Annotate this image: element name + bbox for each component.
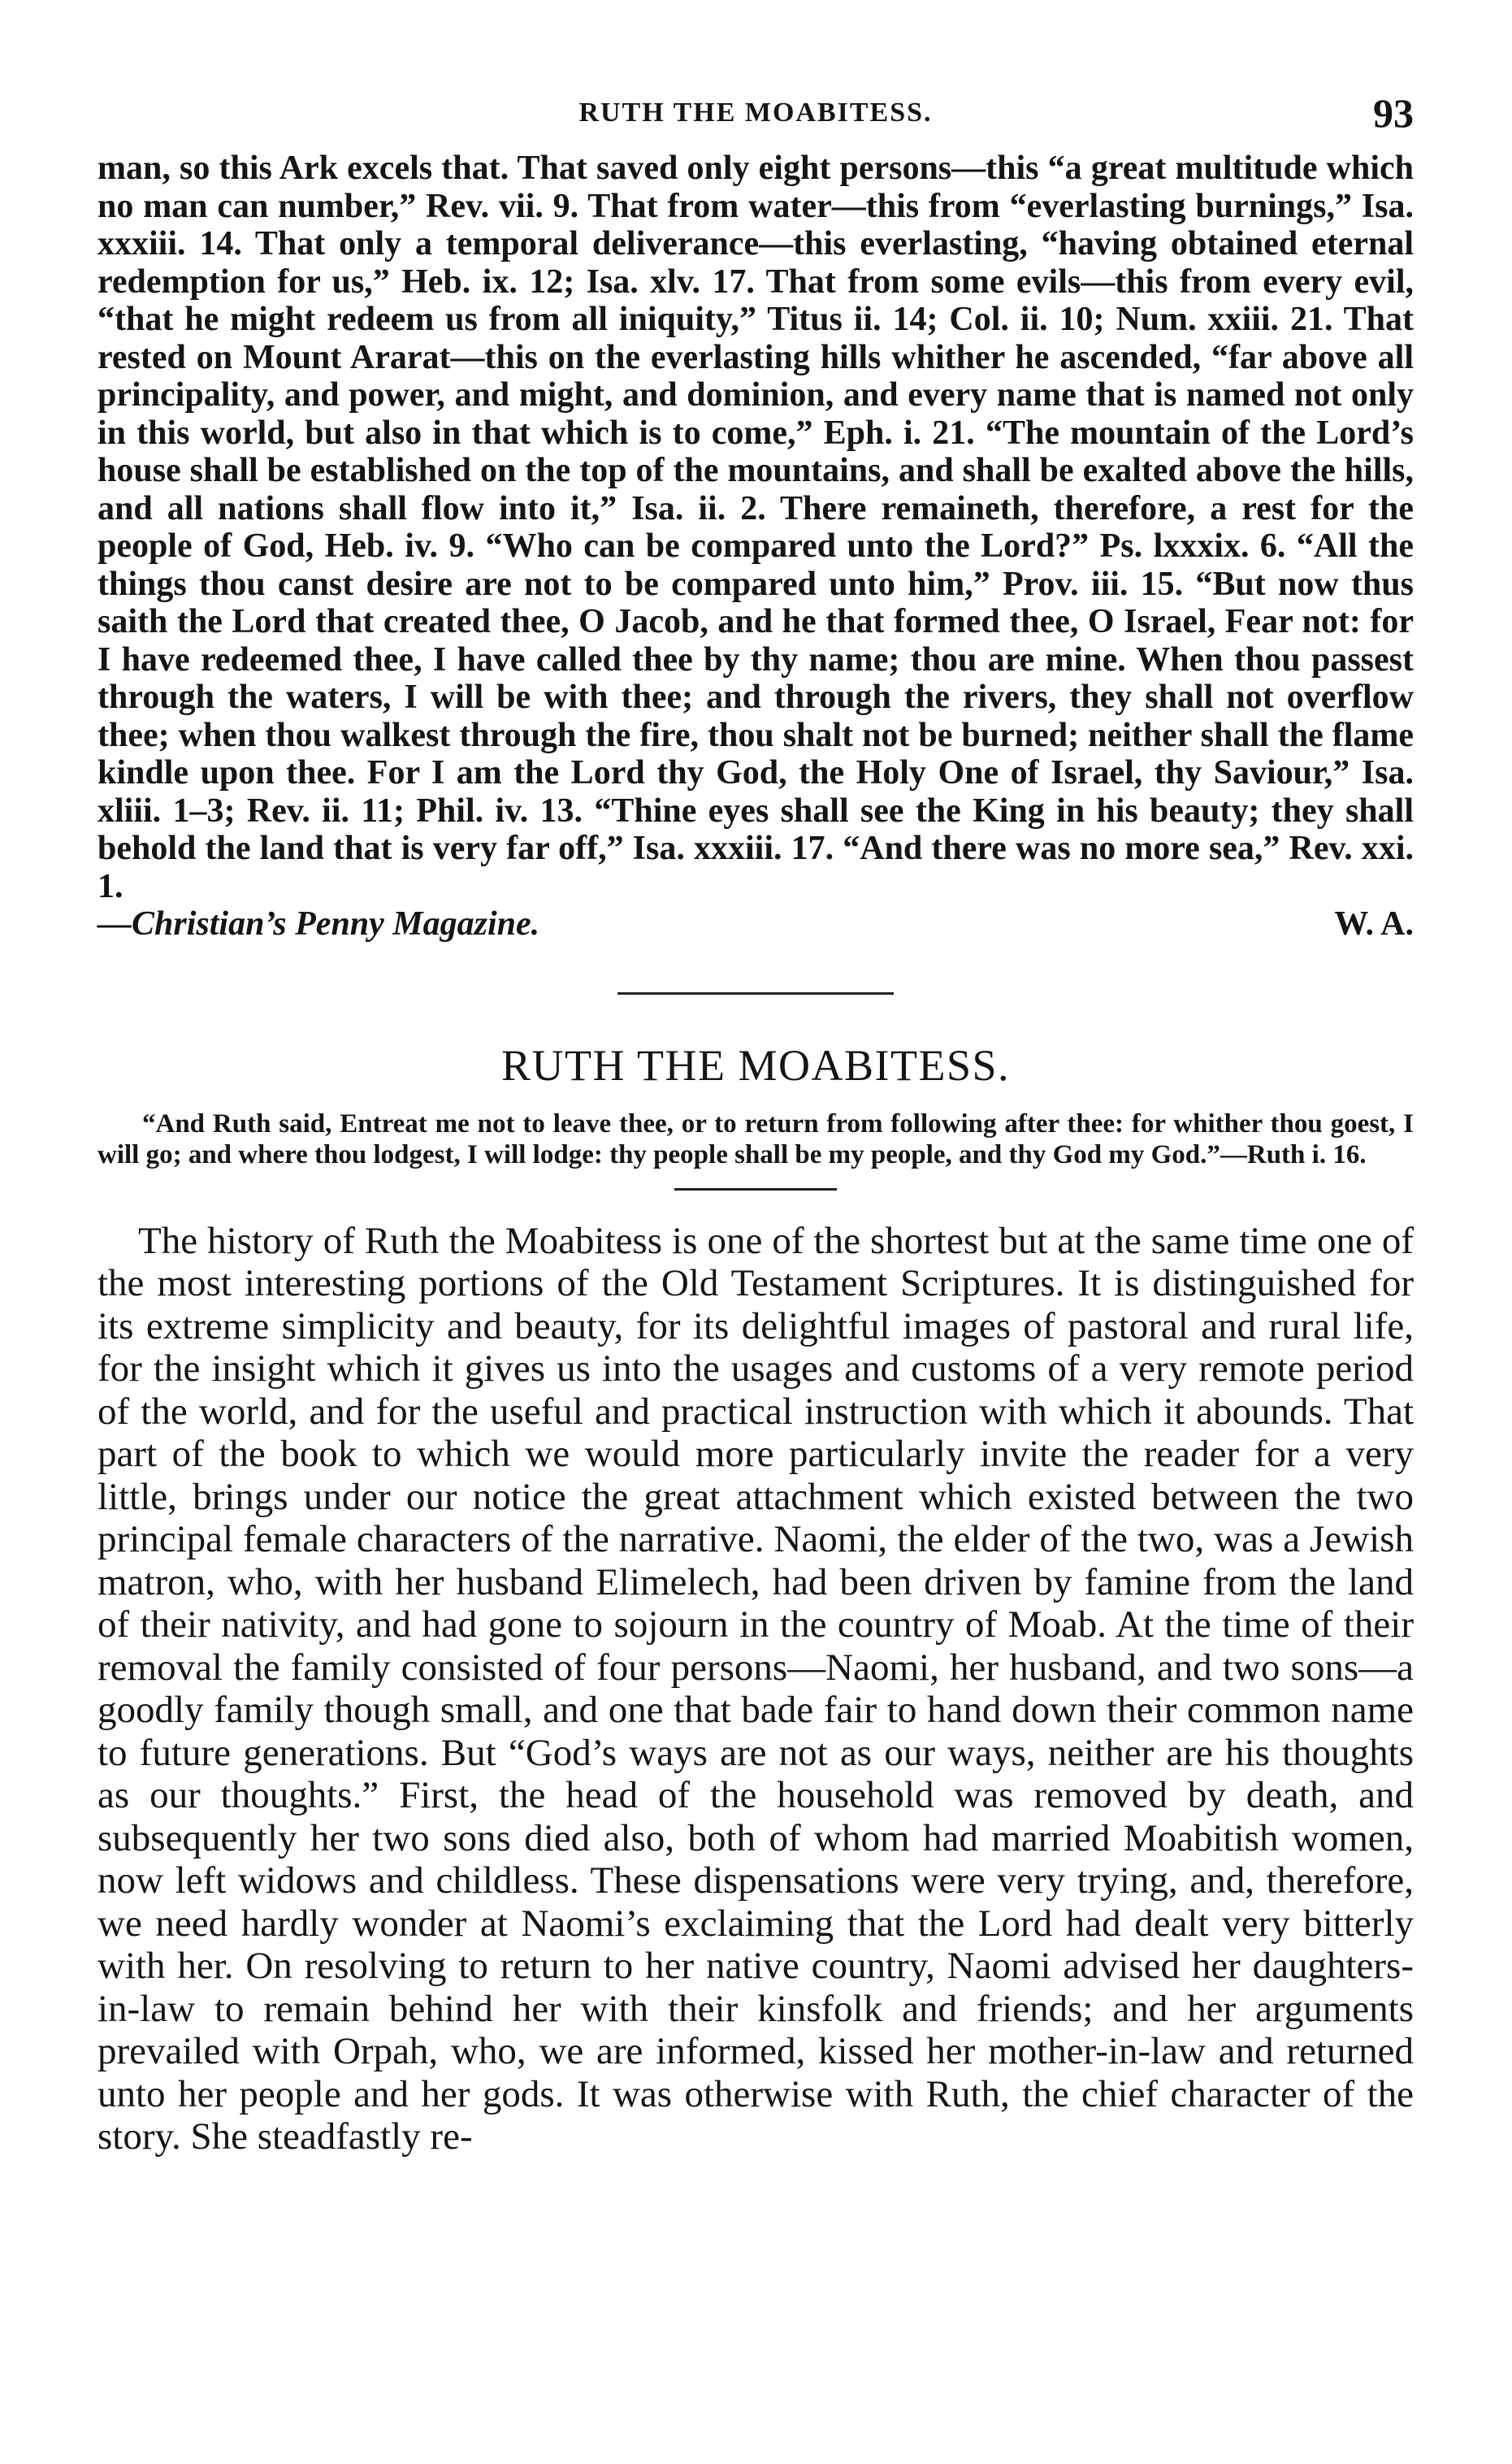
article-body (97, 1220, 1414, 2158)
continued-paragraph: man, so this Ark excels that. That saved only eight persons—this “a great multitude which no man can number,” Rev. vii. 9. That from water—this from “everlasting burnings,” Isa. xxxiii. 14. That only a temporal deliverance—this everlasting, “having obtained eternal redemption for us,” Heb. ix. 12; Isa. xlv. 17. That from some evils—this from every evil, “that he might redeem us from all iniquity,” Titus ii. 14; Col. ii. 10; Num. xxiii. 21. That rested on Mount Ararat—this on the everlasting hills whither he ascended, “far above all principality, and power, and might, and dominion, and every name that is named not only in this world, but also in that which is to come,” Eph. i. 21. “The mountain of the Lord’s house shall be established on the top of the mountains, and shall be exalted above the hills, and all nations shall flow into it,” Isa. ii. 2. There remaineth, therefore, a rest for the people of God, Heb. iv. 9. “Who can be compared unto the Lord?” Ps. lxxxix. 6. “All the things thou canst desire are not to be compared unto him,” Prov. iii. 15. “But now thus saith the Lord that created thee, O Jacob, and he that formed thee, O Israel, Fear not: for I have redeemed thee, I have called thee by thy name; thou are mine. When thou passest through the waters, I will be with thee; and through the rivers, they shall not overflow thee; when thou walkest through the fire, thou shalt not be burned; neither shall the flame kindle upon thee. For I am the Lord thy God, the Holy One of Israel, thy Saviour,” Isa. xliii. 1–3; Rev. ii. 11; Phil. iv. 13. “Thine eyes shall see the King in his beauty; they shall behold the land that is very far off,” Isa. xxxiii. 17. “And there was no more sea,” Rev. xxi. 1. (97, 150, 1414, 905)
page-number: 93 (1373, 90, 1414, 136)
section-divider (617, 992, 894, 995)
article-signoff (97, 905, 1414, 944)
author-initials: W. A. (1334, 905, 1414, 943)
continued-article (97, 150, 1414, 944)
body-paragraph: The history of Ruth the Moabitess is one of the shortest but at the same time one of the most interesting portions of the Old Testament Scriptures. It is distinguished for its extreme simplicity and beauty, for its delightful images of pastoral and rural life, for the insight which it gives us into the usages and customs of a very remote period of the world, and for the useful and practical instruction with which it abounds. That part of the book to which we would more particularly invite the reader for a very little, brings under our notice the great attachment which existed between the two principal female characters of the narrative. Naomi, the elder of the two, was a Jewish matron, who, with her husband Elimelech, had been driven by famine from the land of their nativity, and had gone to sojourn in the country of Moab. At the time of their removal the family consisted of four persons—Naomi, her husband, and two sons—a goodly family though small, and one that bade fair to hand down their common name to future generations. But “God’s ways are not as our ways, neither are his thoughts as our thoughts.” First, the head of the household was removed by death, and subsequently her two sons died also, both of whom had married Moabitish women, now left widows and childless. These dispensations were very trying, and, therefore, we need hardly wonder at Naomi’s exclaiming that the Lord had dealt very bitterly with her. On resolving to return to her native country, Naomi advised her daughters-in-law to remain behind her with their kinsfolk and friends; and her arguments prevailed with Orpah, who, we are informed, kissed her mother-in-law and returned unto her people and her gods. It was otherwise with Ruth, the chief character of the story. She steadfastly re- (97, 1219, 1414, 2158)
book-page (97, 89, 1414, 2430)
epigraph (97, 1108, 1414, 1170)
article-title: RUTH THE MOABITESS. (500, 1040, 1011, 1090)
running-head (97, 89, 1414, 138)
running-title: RUTH THE MOABITESS. (578, 98, 933, 128)
epigraph-text: “And Ruth said, Entreat me not to leave thee, or to return from following after thee: for whither thou goest, I will go; and where thou lodgest, I will lodge: thy people shall be my people, and thy God my God.”—Ruth i. 16. (97, 1108, 1414, 1169)
source-attribution: —Christian’s Penny Magazine. (97, 905, 540, 943)
epigraph-divider (674, 1188, 837, 1191)
